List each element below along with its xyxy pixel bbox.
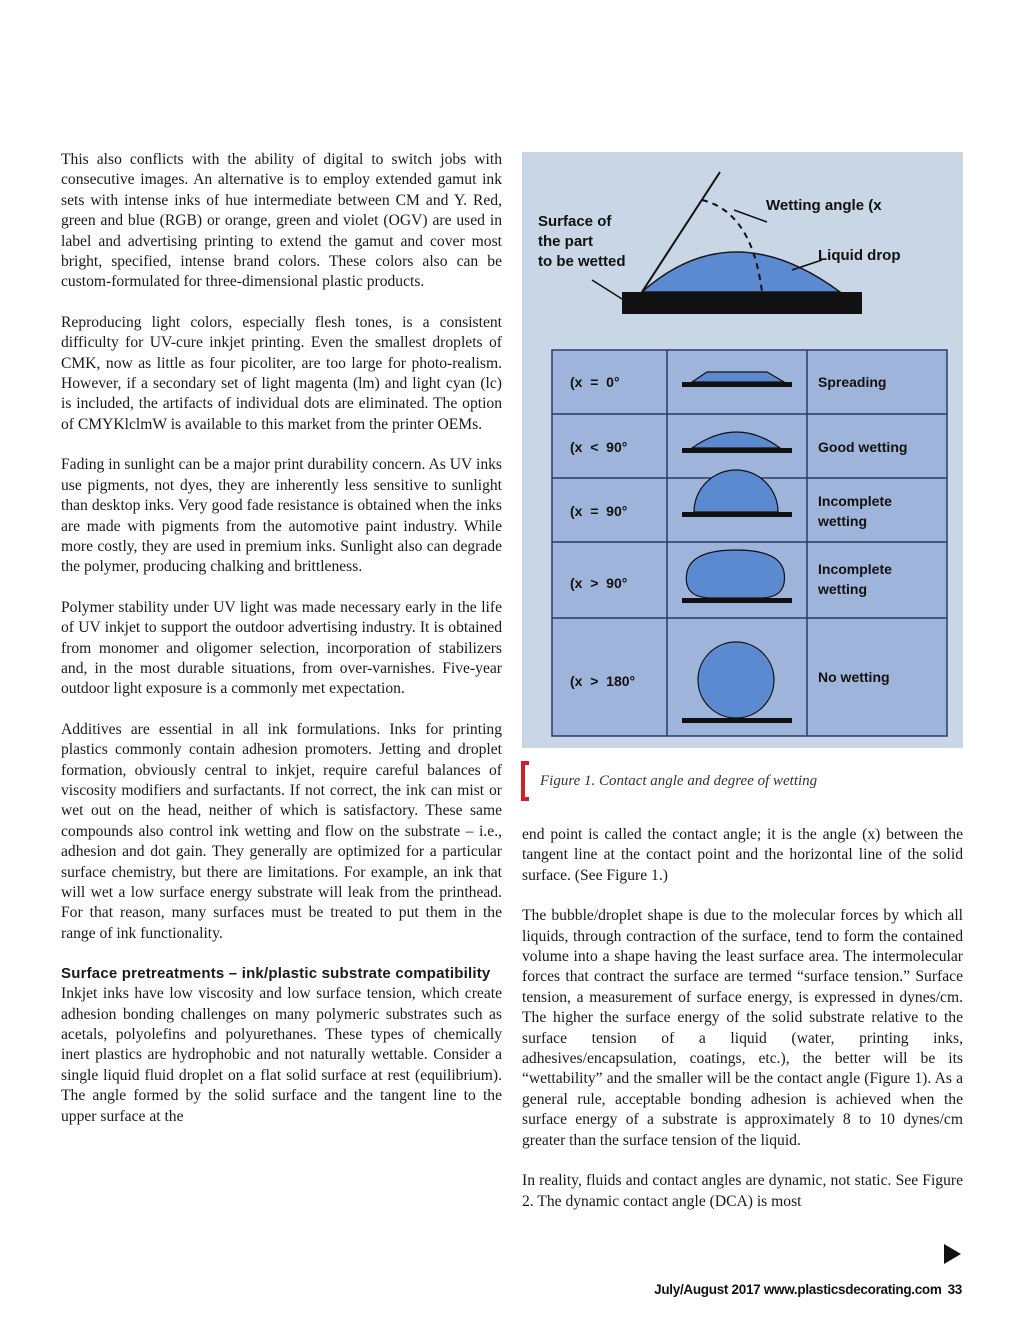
row-result-3b: wetting	[818, 581, 867, 597]
continue-arrow-icon[interactable]	[944, 1244, 961, 1264]
section-heading: Surface pretreatments – ink/plastic substrate compatibility	[61, 965, 491, 983]
row-angle-0: (x = 0°	[570, 374, 620, 390]
row-result-3a: Incomplete	[818, 561, 892, 577]
paragraph: This also conflicts with the ability of digital to switch jobs with consecutive images. An alternative is to employ extended gamut ink sets with intense inks of hue intermediate between CM and Y. Red, green and blue (RGB) or orange, green and violet (OGV) are used in label and advertising printing to extend the gamut and cover most bright, specified, intense brand colors. These colors also can be custom-formulated for three-dimensional plastic products.	[61, 151, 502, 291]
paragraph: end point is called the contact angle; it is the angle (x) between the tangent line at the contact point and the horizontal line of the solid surface. (See Figure 1.)	[522, 826, 963, 884]
footer-issue: July/August 2017 www.plasticsdecorating.com	[654, 1282, 942, 1297]
row-angle-4: (x > 180°	[570, 673, 636, 689]
paragraph: Reproducing light colors, especially flesh tones, is a consistent difficulty for UV-cure inkjet printing. Even the smallest droplets of CMK, now as little as four picoliter, are too large for photo-realism. However, if a secondary set of light magenta (lm) and light cyan (lc) is included, the artifacts of individual dots are eliminated. The option of CMYKlclmW is available to this market from the printer OEMs.	[61, 313, 502, 433]
solid-surface-bar	[622, 292, 862, 314]
row-angle-1: (x < 90°	[570, 439, 628, 455]
liquid-drop-label: Liquid drop	[818, 247, 901, 264]
liquid-drop-shape	[642, 252, 840, 292]
paragraph: The bubble/droplet shape is due to the molecular forces by which all liquids, through contraction of the surface, tend to form the contained volume into a shape having the least surface area. The intermolecular forces that contract the surface are termed “surface tension.” Surface tension, a measurement of surface energy, is expressed in dynes/cm. The higher the surface energy of the solid substrate relative to the surface tension of a liquid (water, printing inks, adhesives/encapsulation, coatings, etc.), the better will be its “wettability” and the smaller will be the contact angle (Figure 1). As a general rule, acceptable bonding adhesion is achieved when the surface energy of a substrate is approximately 8 to 10 dynes/cm greater than the surface tension of the liquid.	[522, 907, 963, 1149]
row-result-0: Spreading	[818, 374, 887, 390]
no-wetting-drop-shape	[698, 642, 774, 718]
row-angle-2: (x = 90°	[570, 503, 628, 519]
caption-bracket	[521, 761, 529, 801]
row-result-2b: wetting	[818, 513, 867, 529]
spreading-drop-shape	[692, 372, 784, 382]
paragraph: Fading in sunlight can be a major print durability concern. As UV inks use pigments, not dyes, they are inherently less sensitive to sunlight than desktop inks. Very good fade resistance is obtained when the inks are made with pigments from the automotive paint industry. While more costly, they are used in premium inks. Sunlight also can degrade the polymer, producing chalking and brittleness.	[61, 456, 502, 576]
row-angle-3: (x > 90°	[570, 575, 628, 591]
paragraph: Polymer stability under UV light was made necessary early in the life of UV inkjet to support the outdoor advertising industry. It is obtained from monomer and oligomer selection, incorporation of stabilizers and, in the most durable situations, from over-varnishes. Five-year outdoor light exposure is a commonly met expectation.	[61, 598, 502, 698]
figure-caption: Figure 1. Contact angle and degree of wetting	[540, 773, 818, 789]
paragraph: Inkjet inks have low viscosity and low surface tension, which create adhesion bonding challenges on many polymeric substrates such as acetals, polyolefins and polyurethanes. These types of chemically inert plastics are hydrophobic and not naturally wettable. Consider a single liquid fluid droplet on a flat solid surface at rest (equilibrium). The angle formed by the solid surface and the tangent line to the upper surface at the	[61, 985, 502, 1125]
surface-label-1: Surface of	[538, 213, 612, 230]
left-column	[61, 150, 502, 1147]
contact-angle-figure	[522, 152, 963, 748]
wetting-angle-label: Wetting angle (x	[766, 197, 882, 214]
page-footer	[654, 1282, 962, 1297]
surface-label-2: the part	[538, 233, 594, 250]
surface-label-3: to be wetted	[538, 253, 626, 270]
row-result-4: No wetting	[818, 669, 890, 685]
incomplete-wetting-gt90-shape	[686, 550, 784, 598]
paragraph: In reality, fluids and contact angles are dynamic, not static. See Figure 2. The dynamic contact angle (DCA) is most	[522, 1172, 963, 1210]
right-column	[522, 825, 963, 1232]
wetting-angle-pointer	[734, 210, 767, 222]
row-result-1: Good wetting	[818, 439, 908, 455]
page-number: 33	[947, 1282, 962, 1297]
paragraph: Additives are essential in all ink formulations. Inks for printing plastics commonly contain adhesion promoters. Jetting and droplet formation, obviously central to inkjet, require careful balances of viscosity modifiers and surfactants. If not correct, the ink can mist or wet out on the head, neither of which is satisfactory. These same compounds also control ink wetting and flow on the substrate – i.e., adhesion and dot gain. They generally are optimized for a particular surface chemistry, but there are limitations. For example, an ink that will wet a low surface energy substrate will leak from the printhead. For that reason, many surfaces must be treated to put them in the range of ink functionality.	[61, 720, 502, 942]
row-result-2a: Incomplete	[818, 493, 892, 509]
